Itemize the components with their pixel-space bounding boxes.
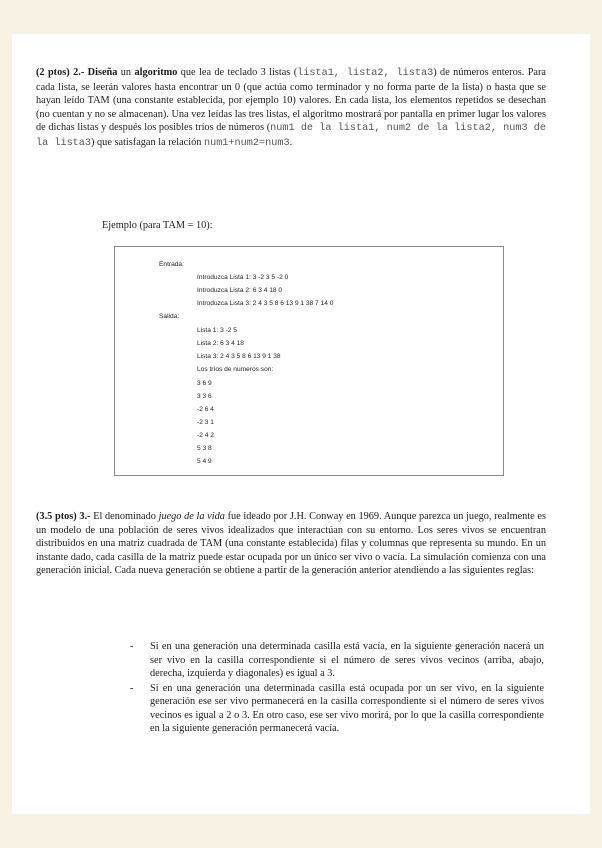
input-label: Entrada: [159, 261, 184, 268]
problem-2-text [36, 66, 546, 150]
problem-2-text-4: ) que satisfagan la relación [91, 136, 204, 148]
output-line: 5 4 9 [197, 458, 212, 465]
problem-3-text-2: fue ideado por J.H. Conway en 1969. Aunque parezca un juego, realmente es un modelo de una población de seres vivos idealizados que interactúan con su entorno. Los seres vivos se encuentran distribuidos en una matriz cuadrada de TAM (una constante establecida) filas y columnas que representa su mundo. En un instante dado, cada casilla de la matriz puede estar ocupada por un único ser vivo o vacía. La simulación comienza con una generación inicial. Cada nueva generación se obtiene a partir de la generación anterior atendiendo a las siguientes reglas: [36, 511, 546, 576]
problem-3-points: (3.5 ptos) [36, 511, 77, 522]
output-line: -2 4 2 [197, 432, 214, 439]
problem-2-number: 2.- [73, 67, 85, 78]
problem-3-text-1: El denominado [90, 511, 159, 522]
output-line: Los tríos de numeros son: [197, 366, 274, 373]
output-line: Lista 2: 6 3 4 18 [197, 340, 244, 347]
document-page [12, 34, 590, 814]
problem-2-bold-algoritmo: algoritmo [134, 67, 178, 78]
rule-text: Si en una generación una determinada casilla está vacía, en la siguiente generación nacerá un ser vivo en la casilla correspondiente si el número de seres vivos vecinos (arriba, abajo, derecha, izquierda y diagonales) es igual a 3. [150, 641, 544, 679]
rules-list [130, 640, 544, 737]
output-line: -2 3 1 [197, 419, 214, 426]
problem-2-text-1: un [117, 67, 135, 78]
list-item [130, 682, 544, 736]
problem-2-code-lists: lista1, lista2, lista3 [297, 68, 434, 79]
input-line: Introduzca Lista 3: 2 4 3 5 8 6 13 9 1 38 7 14 0 [197, 300, 334, 307]
problem-2-code-relation: num1+num2=num3 [203, 137, 290, 149]
output-line: 3 6 9 [197, 380, 212, 387]
output-line: 5 3 8 [197, 445, 212, 452]
problem-3 [36, 510, 546, 578]
problem-2-code-trio: num1 de la lista1, num2 de la lista2, num3 de la lista3 [36, 123, 546, 149]
problem-2-points: (2 ptos) [36, 67, 70, 78]
bullet-dash: - [130, 641, 134, 652]
output-label: Salida: [159, 313, 180, 320]
problem-3-number: 3.- [79, 511, 91, 522]
problem-2-text-5: . [289, 136, 293, 148]
output-line: Lista 3: 2 4 3 5 8 6 13 9 1 38 [197, 353, 281, 360]
problem-2-text-2: que lea de teclado 3 listas ( [177, 67, 298, 78]
example-box [114, 246, 504, 476]
output-line: -2 6 4 [197, 406, 214, 413]
example-label: Ejemplo (para TAM = 10): [102, 220, 213, 231]
input-line: Introduzca Lista 2: 6 3 4 18 0 [197, 287, 283, 294]
problem-3-text [36, 510, 546, 578]
rule-text: Si en una generación una determinada casilla está ocupada por un ser vivo, en la siguiente generación ese ser vivo permanecerá en la casilla correspondiente si el número de seres vivos vecinos es igual a 2 o 3. En otro caso, ese ser vivo morirá, por lo que la casilla correspondiente en la siguiente generación permanecerá vacía. [150, 682, 544, 734]
output-line: Lista 1: 3 -2 5 [197, 327, 237, 334]
bullet-dash: - [130, 682, 134, 694]
problem-2-text-3: ) de números enteros. Para cada lista, se leerán valores hasta encontrar un 0 (que actúa como terminador y no forma parte de la lista) o hasta que se hayan leído TAM (una constante establecida, por ejemplo 10) valores. En cada lista, los elementos repetidos se desechan (no cuentan y no se almacenan). Una vez leídas las tres listas, el algoritmo mostrará por pantalla en primer lugar los valores de dichas listas y después los posibles tríos de números ( [36, 67, 546, 133]
list-item [130, 640, 544, 681]
output-line: 3 3 6 [197, 393, 212, 400]
input-line: Introduzca Lista 1: 3 -2 3 5 -2 0 [197, 274, 289, 281]
problem-3-italic-title: juego de la vida [158, 511, 225, 522]
problem-2-lead: Diseña [87, 67, 118, 78]
problem-2 [36, 66, 546, 150]
